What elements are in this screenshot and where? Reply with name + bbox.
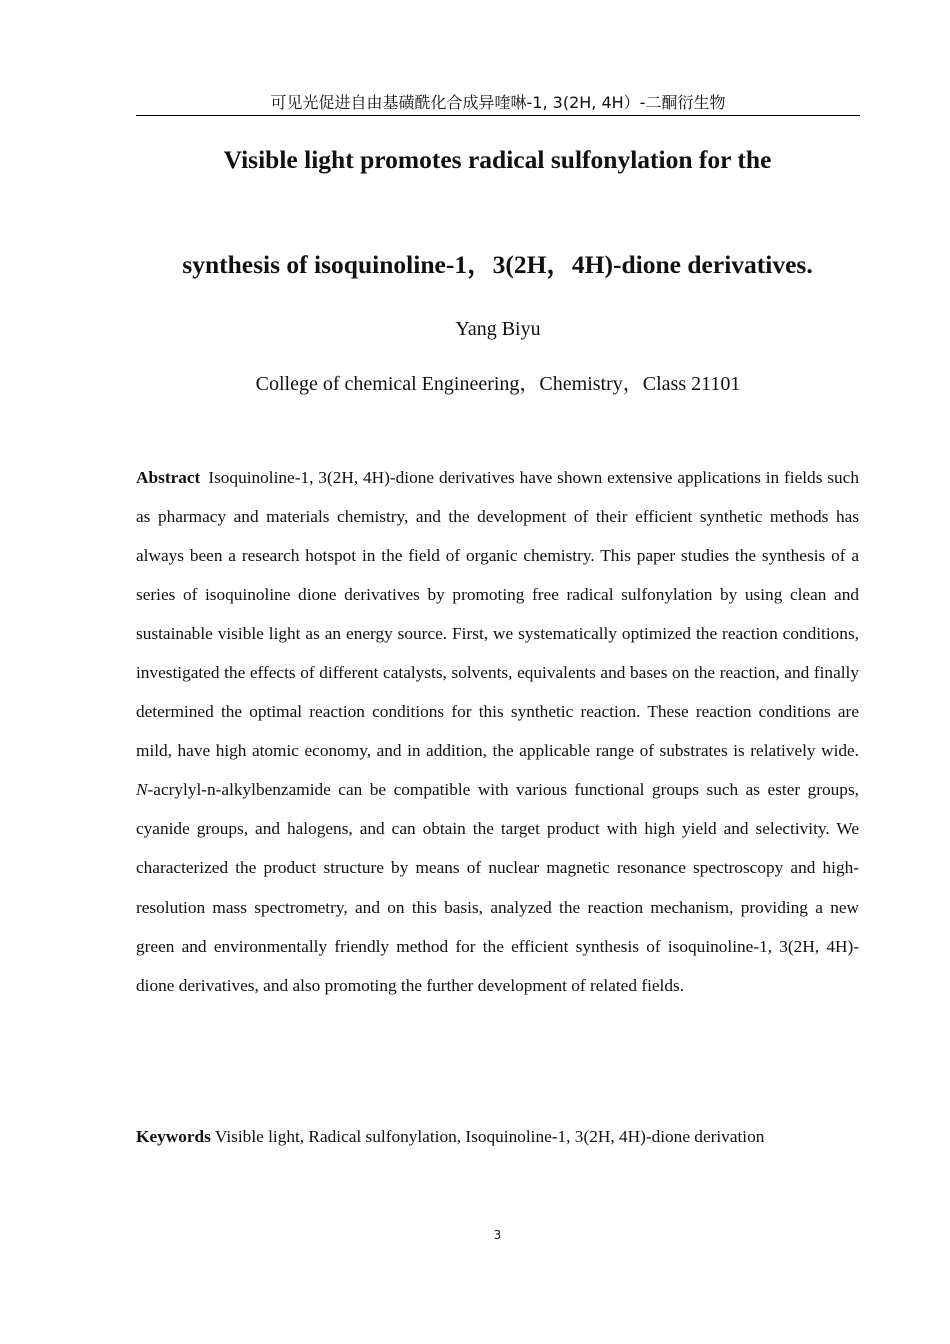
author-affiliation: College of chemical Engineering，Chemistry，Class 21101: [255, 373, 741, 395]
keywords-text: Visible light, Radical sulfonylation, Isoquinoline-1, 3(2H, 4H)-dione derivation: [214, 1127, 765, 1146]
author-name: Yang Biyu: [455, 318, 541, 340]
abstract-text-part-1: Isoquinoline-1, 3(2H, 4H)-dione derivatives have shown extensive applications in fields such as pharmacy and materials chemistry, and the development of their efficient synthetic methods has always been a research hotspot in the field of organic chemistry. This paper studies the synthesis of a series of isoquinoline dione derivatives by promoting free radical sulfonylation by using clean and sustainable visible light as an energy source. First, we systematically optimized the reaction conditions, investigated the effects of different catalysts, solvents, equivalents and bases on the reaction, and finally determined the optimal reaction conditions for this synthetic reaction. These reaction conditions are mild, have high atomic economy, and in addition, the applicable range of substrates is relatively wide.: [136, 468, 859, 761]
running-header: 可见光促进自由基磺酰化合成异喹啉-1, 3(2H, 4H）-二酮衍生物: [136, 92, 860, 116]
paper-title-line-2: synthesis of isoquinoline-1，3(2H，4H)-dione derivatives.: [182, 250, 813, 279]
abstract-paragraph: [136, 458, 859, 1005]
abstract-label: Abstract: [136, 468, 201, 487]
keywords-line: [136, 1125, 876, 1149]
abstract-text-part-2: -acrylyl-n-alkylbenzamide can be compatible with various functional groups such as ester groups, cyanide groups, and halogens, and can obtain the target product with high yield and selectivity. We characterized the product structure by means of nuclear magnetic resonance spectroscopy and high-resolution mass spectrometry, and on this basis, analyzed the reaction mechanism, providing a new green and environmentally friendly method for the efficient synthesis of isoquinoline-1, 3(2H, 4H)-dione derivatives, and also promoting the further development of related fields.: [136, 780, 859, 995]
page-number: 3: [493, 1228, 502, 1242]
paper-title-line-1: Visible light promotes radical sulfonylation for the: [223, 145, 772, 174]
keywords-label: Keywords: [136, 1127, 211, 1146]
abstract-italic-n: N: [136, 780, 148, 800]
